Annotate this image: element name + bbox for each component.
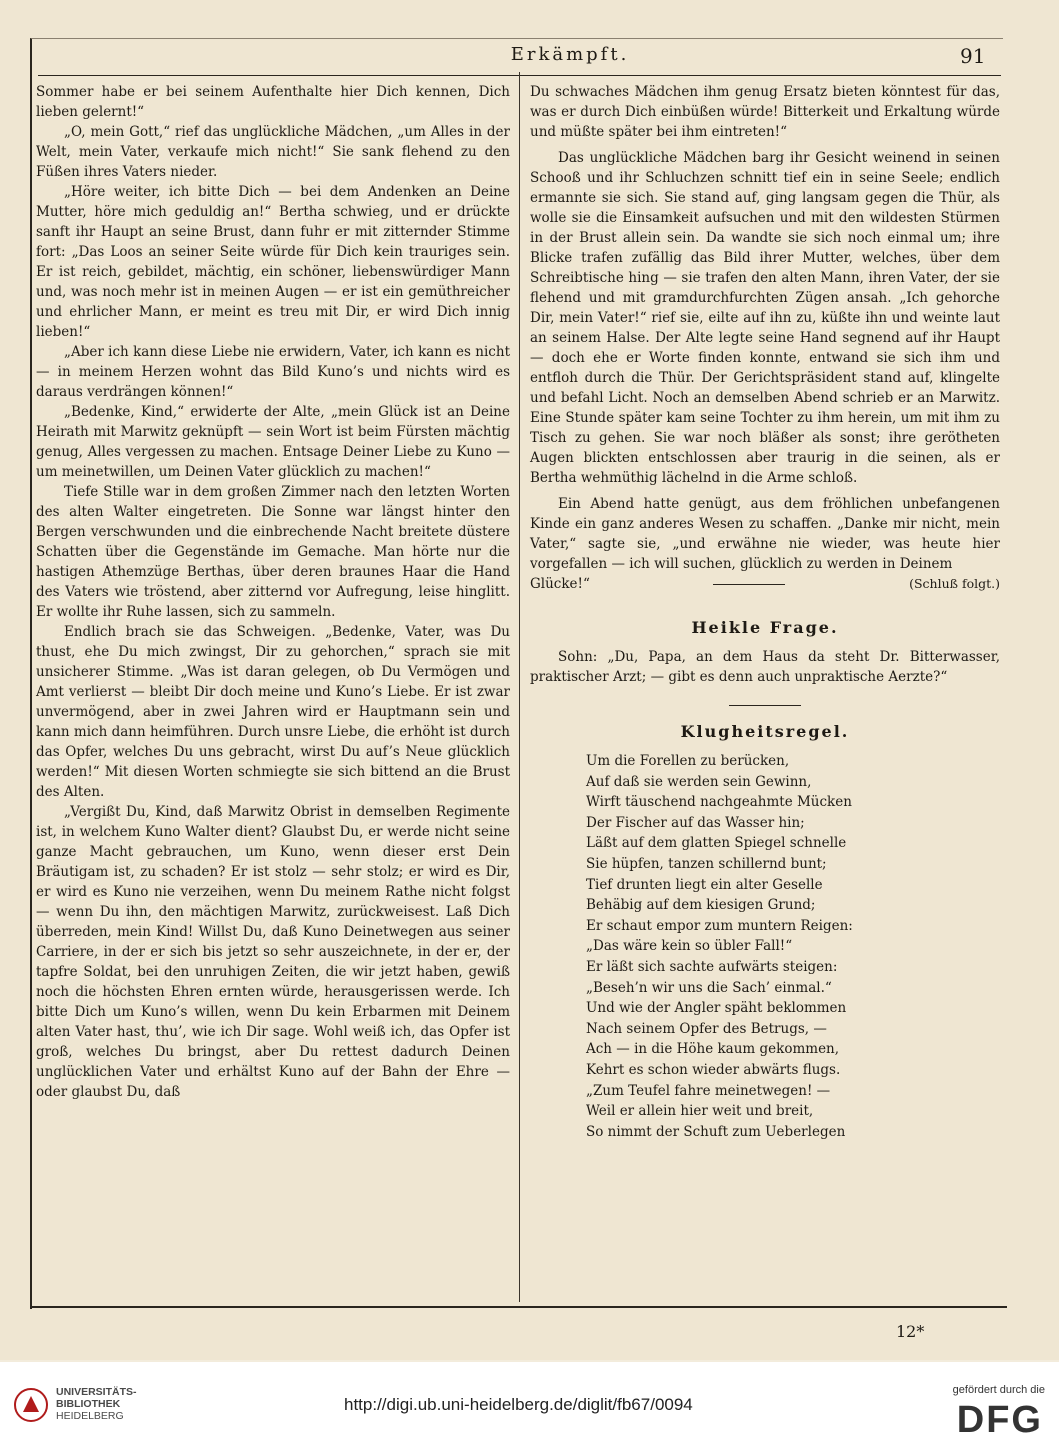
page-number: 91 xyxy=(960,44,986,68)
poem-title: Klugheitsregel. xyxy=(680,722,850,741)
poem-line: Behäbig auf dem kiesigen Grund; xyxy=(586,897,816,914)
paragraph: Tiefe Stille war in dem großen Zimmer nach den letzten Worten des alten Walter eingetreten. Die Sonne war längst hinter den Bergen verschwunden und die einbrechende Nacht breitete düstere Schatten über die Gegenstände im Gemache. Man hörte nur die hastigen Athemzüge Berthas, über deren braunes Haar die Hand des Vaters wie tröstend, aber zitternd vor Aufregung, leise hinglitt. Er wollte ihr Ruhe lassen, sich zu sammeln. xyxy=(36,484,510,620)
paragraph: „O, mein Gott,“ rief das unglückliche Mädchen, „um Alles in der Welt, mein Vater, verkaufe mich nicht!“ Sie sank flehend zu den Füßen ihres Vaters nieder. xyxy=(36,124,510,180)
poem-line: Läßt auf dem glatten Spiegel schnelle xyxy=(586,835,847,852)
poem-line: So nimmt der Schuft zum Ueberlegen xyxy=(586,1123,846,1140)
paragraph: „Höre weiter, ich bitte Dich — bei dem Andenken an Deine Mutter, höre mich geduldig an!“ Bertha schwieg, und er drückte sanft ihr Haupt an seine Brust, dann fuhr er mit zitternder Stimme fort: „Das Loos an seiner Seite würde für Dich kein trauriges sein. Er ist reich, gebildet, mächtig, ein schöner, liebenswürdiger Mann und, was noch mehr ist in meinen Augen — er ist ein gemüthreicher und ehrlicher Mann, er meint es treu mit Dir, er wird Dich innig lieben!“ xyxy=(36,184,510,340)
right-column xyxy=(530,82,1000,1142)
paragraph: Ein Abend hatte genügt, aus dem fröhlichen unbefangenen Kinde ein ganz anderes Wesen zu schaffen. „Danke mir nicht, mein Vater,“ sagte sie, „und erwähne nie wieder, was heute hier vorgefallen — ich will suchen, glücklich zu werden in Deinem xyxy=(530,496,1000,572)
separator-rule xyxy=(713,584,785,585)
university-seal-icon xyxy=(14,1388,48,1422)
poem-line: „Das wäre kein so übler Fall!“ xyxy=(586,938,793,955)
poem-line: Ach — in die Höhe kaum gekommen, xyxy=(586,1041,840,1058)
separator-rule xyxy=(729,705,801,706)
paragraph: „Aber ich kann diese Liebe nie erwidern, Vater, ich kann es nicht — in meinem Herzen wohnt das Bild Kuno’s und nichts wird es daraus verdrängen können!“ xyxy=(36,344,510,400)
library-name: UNIVERSITÄTS- BIBLIOTHEK HEIDELBERG xyxy=(56,1386,137,1422)
poem-line: Nach seinem Opfer des Betrugs, — xyxy=(586,1020,827,1037)
poem-line: Er schaut empor zum muntern Reigen: xyxy=(586,917,853,934)
running-head: Erkämpft. xyxy=(510,44,630,65)
poem-line: Kehrt es schon wieder abwärts flugs. xyxy=(586,1061,841,1078)
section-title: Heikle Frage. xyxy=(691,618,839,637)
poem-line: Der Fischer auf das Wasser hin; xyxy=(586,814,805,831)
left-column xyxy=(36,82,510,1102)
poem-line: Er läßt sich sachte aufwärts steigen: xyxy=(586,958,838,975)
poem-line: Wirft täuschend nachgeahmte Mücken xyxy=(586,794,852,811)
paragraph: „Bedenke, Kind,“ erwiderte der Alte, „mein Glück ist an Deine Heirath mit Marwitz geknüpft — sein Wort ist beim Fürsten mächtig genug, Alles vergessen zu machen. Entsage Deiner Liebe zu Kuno — um meinetwillen, um Deinen Vater glücklich zu machen!“ xyxy=(36,404,510,480)
to-be-continued-note: (Schluß folgt.) xyxy=(909,576,1000,591)
paragraph: „Vergißt Du, Kind, daß Marwitz Obrist in demselben Regimente ist, in welchem Kuno Walter dient? Glaubst Du, er werde nicht seine ganze Macht gebrauchen, um Kuno, wenn dieser erst Dein Bräutigam ist, zu schaden? Er ist stolz — sehr stolz; er wird es Dir, er wird es Kuno nie verzeihen, wenn Du meinem Rathe nicht folgst — wenn Du ihn, den mächtigen Marwitz, zurückweisest. Laß Dich überreden, mein Kind! Willst Du, daß Kuno Deinetwegen aus seiner Carriere, in der er sich bis jetzt so sehr auszeichnete, in der er, der tapfre Soldat, bei den unruhigen Zeiten, die wir jetzt haben, gewiß noch die höchsten Ehren ernten würde, herausgerissen werde. Ich bitte Dich um Kuno’s willen, wenn Du kein Erbarmen mit Deinem alten Vater hast, thu’, wie ich Dir sage. Wohl weiß ich, das Opfer ist groß, welches Du bringst, aber Du rettest dadurch Deinen unglücklichen Vater und erhältst Kuno auf der Bahn der Ehre — oder glaubst Du, daß xyxy=(36,804,510,1100)
permalink-url[interactable]: http://digi.ub.uni-heidelberg.de/diglit/fb67/0094 xyxy=(344,1395,693,1414)
poem-line: „Zum Teufel fahre meinetwegen! — xyxy=(586,1082,831,1099)
poem-line: Sie hüpfen, tanzen schillernd bunt; xyxy=(586,855,827,872)
poem-line: Um die Forellen zu berücken, xyxy=(586,753,790,769)
paragraph-end: Glücke!“ xyxy=(530,576,590,592)
paragraph: Das unglückliche Mädchen barg ihr Gesicht weinend in seinen Schooß und ihr Schluchzen schnitt tief ein in seine Seele; endlich ermannte sie sich. Sie stand auf, ging langsam gegen die Thür, als wolle sie die Einsamkeit aufsuchen und mit den wildesten Stürmen in der Brust allein sein. Da wandte sie sich noch einmal um; ihre Blicke trafen zufällig das Bild ihrer Mutter, welches, über dem Schreibtische hing — sie trafen den alten Mann, ihren Vater, der sie flehend und mit gramdurchfurchten Zügen ansah. „Ich gehorche Dir, mein Vater!“ rief sie, eilte auf ihn zu, küßte ihn und weinte laut an seinem Halse. Der Alte legte seine Hand segnend auf ihr Haupt — doch ehe er Worte finden konnte, entwand sie sich ihm und entfloh durch die Thür. Der Gerichtspräsident stand auf, klingelte und befahl Licht. Noch an demselben Abend schrieb er an Marwitz. Eine Stunde später kam seine Tochter zu ihm herein, um mit ihm zu Tisch zu gehen. Sie war noch bläßer als sonst; ihre gerötheten Augen blickten entschlossen aber traurig in die seinen, als er Bertha wehmüthig lächelnd in die Arme schloß. xyxy=(530,150,1000,486)
anecdote-text: Sohn: „Du, Papa, an dem Haus da steht Dr. Bitterwasser, praktischer Arzt; — gibt es denn auch unpraktische Aerzte?“ xyxy=(530,649,1000,685)
paragraph: Endlich brach sie das Schweigen. „Bedenke, Vater, was Du thust, ehe Du mich zwingst, Dir zu gehorchen,“ sprach sie mit unsicherer Stimme. „Was ist daran gelegen, ob Du Vermögen und Amt verlierst — bleibt Dir doch meine und Kuno’s Liebe. Er ist zwar unvermögend, aber in zwei Jahren wird er Hauptmann sein und kann mich dann heimführen. Durch unsre Liebe, die erhöht ist durch das Opfer, welches Du uns gebracht, wirst Du auf’s Neue glücklich werden!“ Mit diesen Worten schmiegte sie sich bittend an die Brust des Alten. xyxy=(36,624,510,800)
printer-signature: 12* xyxy=(896,1322,925,1341)
dfg-logo: DFG xyxy=(956,1399,1043,1441)
paragraph: Du schwaches Mädchen ihm genug Ersatz bieten könntest für das, was er durch Dich einbüßen würde! Bitterkeit und Erkaltung würde und müßte später bei ihm eintreten!“ xyxy=(530,84,1000,140)
poem-line: „Beseh’n wir uns die Sach’ einmal.“ xyxy=(586,979,832,996)
poem-line: Weil er allein hier weit und breit, xyxy=(586,1103,814,1120)
digitization-footer xyxy=(0,1362,1059,1449)
poem xyxy=(586,751,1000,1142)
paragraph: Sommer habe er bei seinem Aufenthalte hier Dich kennen, Dich lieben gelernt!“ xyxy=(36,84,510,120)
sponsor-text: gefördert durch die xyxy=(952,1384,1045,1396)
column-divider xyxy=(519,72,520,1302)
sequel-line xyxy=(530,574,1000,594)
poem-line: Und wie der Angler späht beklommen xyxy=(586,1000,847,1017)
bottom-rule xyxy=(30,1306,1007,1308)
poem-line: Auf daß sie werden sein Gewinn, xyxy=(586,773,812,790)
poem-line: Tief drunten liegt ein alter Geselle xyxy=(586,876,823,893)
